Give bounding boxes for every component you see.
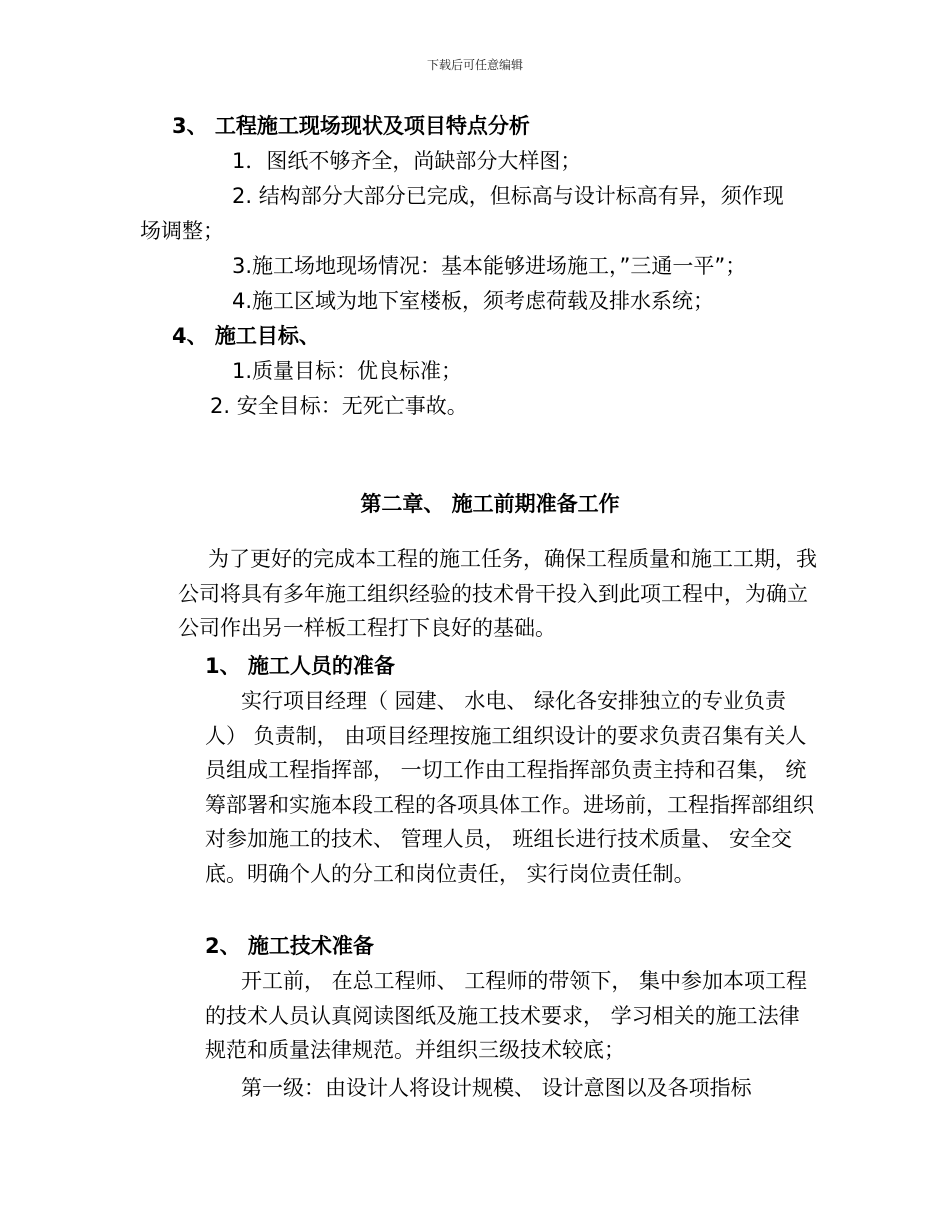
sub2-text: 开工前， 在总工程师、 工程师的带领下， 集中参加本项工程的技术人员认真阅读图纸及施工技术要求， 学习相关的施工法律规范和质量法律规范。并组织三级技术较底；: [205, 969, 808, 1063]
chapter-title: 第二章、 施工前期准备工作: [360, 492, 620, 516]
section3-item-3: 3.施工场地现场情况：基本能够进场施工，”三通一平”；: [232, 254, 747, 278]
section3-item-2: 2. 结构部分大部分已完成，但标高与设计标高有异，须作现: [232, 184, 784, 208]
sub2-text-level1: 第一级：由设计人将设计规模、 设计意图以及各项指标: [241, 1076, 752, 1100]
section4-item-2: 2. 安全目标：无死亡事故。: [210, 394, 468, 418]
chapter-intro: 为了更好的完成本工程的施工任务，确保工程质量和施工工期，我公司将具有多年施工组织经验的技术骨干投入到此项工程中，为确立公司作出另一样板工程打下良好的基础。: [178, 547, 817, 641]
sub1-text: 实行项目经理（ 园建、 水电、 绿化各安排独立的专业负责人） 负责制， 由项目经理按施工组织设计的要求负责召集有关人员组成工程指挥部， 一切工作由工程指挥部负责主持和召集， 统筹部署和实施本段工程的各项具体工作。进场前，工程指挥部组织对参加施工的技术、 管理人员， 班组长进行技术质量、 安全交底。明确个人的分工和岗位责任， 实行岗位责任制。: [205, 689, 814, 886]
sub1-heading: 1、 施工人员的准备: [205, 654, 395, 678]
section4-item-1: 1.质量目标：优良标准；: [232, 359, 463, 383]
section3-heading: 3、 工程施工现场现状及项目特点分析: [172, 114, 530, 138]
section3-item-1: 1．图纸不够齐全，尚缺部分大样图；: [232, 149, 582, 173]
section3-item-4: 4.施工区域为地下室楼板，须考虑荷载及排水系统；: [232, 289, 715, 313]
header-watermark: 下载后可任意编辑: [426, 58, 523, 72]
section4-heading: 4、 施工目标、: [172, 324, 320, 348]
section3-item-2-cont: 场调整；: [140, 219, 224, 243]
sub2-heading: 2、 施工技术准备: [205, 934, 374, 958]
